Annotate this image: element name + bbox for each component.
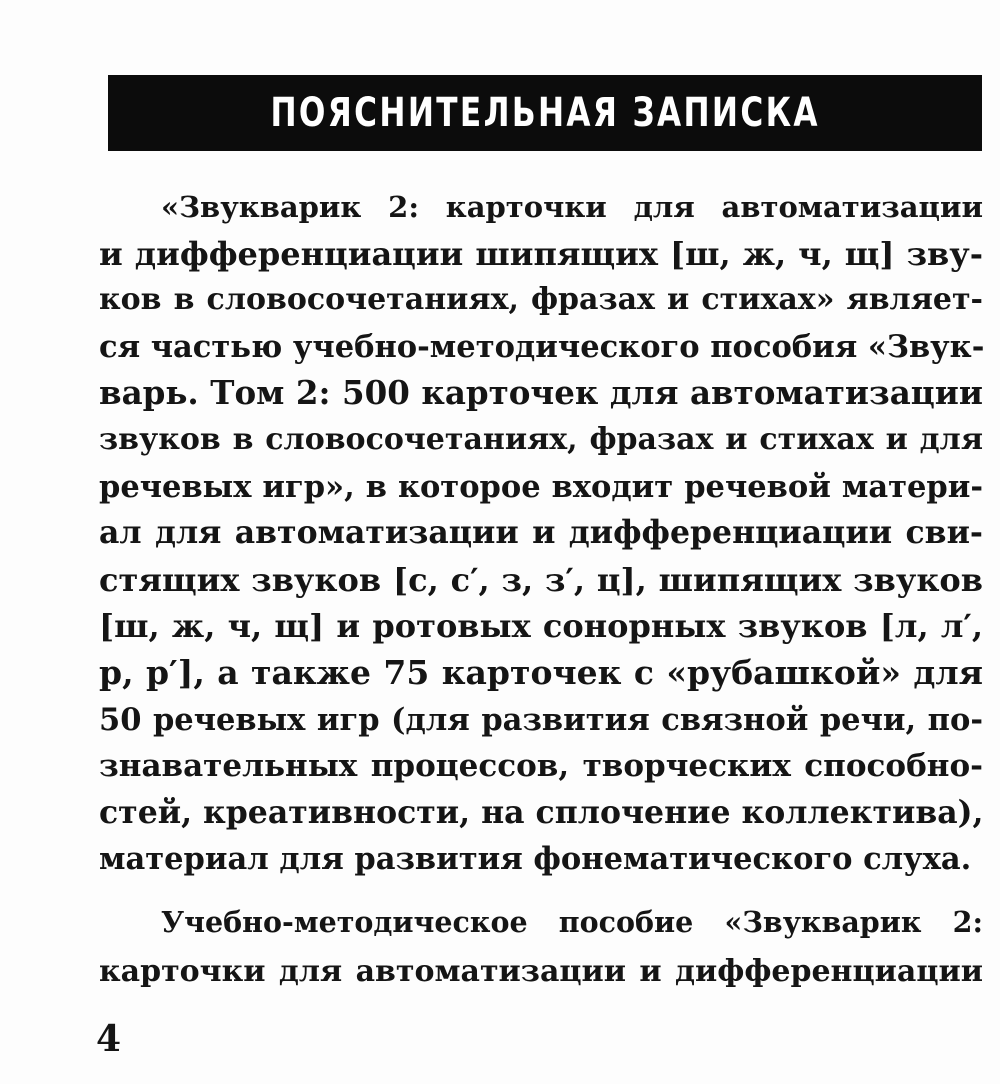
text-line: материал для развития фонематического слуха. (99, 841, 972, 878)
text-line: «Звукварик 2: карточки для автоматизации (161, 190, 983, 224)
text-line: ся частью учебно-методического пособия «Звук- (99, 328, 985, 365)
text-line: карточки для автоматизации и дифференциации (99, 954, 983, 989)
text-line: р, р′], а также 75 карточек с «рубашкой» для (99, 652, 983, 692)
text-line: речевых игр», в которое входит речевой матери- (99, 468, 983, 505)
paragraph-2 (99, 897, 983, 997)
text-line: ков в словосочетаниях, фразах и стихах» являет- (99, 282, 983, 318)
paragraph-1 (99, 184, 983, 883)
text-line: и дифференциации шипящих [ш, ж, ч, щ] зву- (99, 234, 983, 273)
text-line: звуков в словосочетаниях, фразах и стихах и для (99, 421, 983, 457)
text-line: стей, креативности, на сплочение коллектива), (99, 793, 984, 831)
text-line: ал для автоматизации и дифференциации сви- (99, 514, 983, 552)
text-line: [ш, ж, ч, щ] и ротовых сонорных звуков [л, л′, (99, 607, 983, 646)
text-line: знавательных процессов, творческих способно- (99, 748, 983, 785)
section-title: ПОЯСНИТЕЛЬНАЯ ЗАПИСКА (270, 90, 820, 136)
page-number: 4 (96, 1018, 122, 1060)
text-line: Учебно-методическое пособие «Звукварик 2: (161, 905, 983, 939)
text-line: 50 речевых игр (для развития связной речи, по- (99, 701, 983, 738)
text-line: стящих звуков [с, с′, з, з′, ц], шипящих звуков (99, 560, 983, 599)
text-line: варь. Том 2: 500 карточек для автоматизации (99, 373, 983, 413)
section-header-bar (108, 75, 982, 151)
